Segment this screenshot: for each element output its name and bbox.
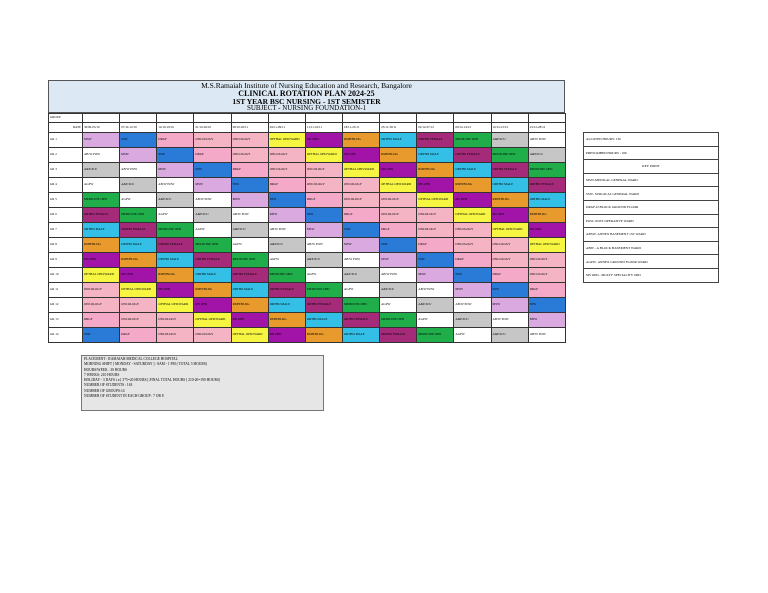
rotation-cell: DRGF bbox=[454, 253, 491, 268]
legend-row bbox=[584, 133, 719, 147]
rotation-cell: ONCOLOGY bbox=[83, 283, 120, 298]
rotation-cell: MS OPD bbox=[231, 313, 268, 328]
rotation-cell: ORTHO FEMALE bbox=[194, 253, 231, 268]
rotation-cell: RMH/BLDG bbox=[417, 163, 454, 178]
group-row bbox=[49, 223, 566, 238]
rotation-cell: MSW bbox=[83, 133, 120, 148]
group-label: GR 6 bbox=[49, 208, 83, 223]
legend-item: MSW-MEDICAL GENERAL WARD bbox=[584, 173, 719, 187]
date-corner-label: DATE bbox=[49, 123, 83, 133]
date-header-cell: 28/10-02/11 bbox=[231, 123, 268, 133]
rotation-cell: MSW bbox=[268, 208, 305, 223]
rotation-cell: ONCOLOGY bbox=[380, 193, 417, 208]
rotation-cell: ORTHO MALE bbox=[120, 238, 157, 253]
header-blank-cell bbox=[231, 114, 268, 123]
group-label: GR 7 bbox=[49, 223, 83, 238]
rotation-cell: ORTHO MALE bbox=[83, 223, 120, 238]
rotation-cell: ORTHO MALE bbox=[194, 268, 231, 283]
header-blank-cell bbox=[491, 114, 528, 123]
rotation-cell: ONCOLOGY bbox=[417, 223, 454, 238]
rotation-cell: AGPW bbox=[157, 208, 194, 223]
rotation-cell: AB/W POW bbox=[342, 253, 379, 268]
rotation-cell: SSW bbox=[342, 223, 379, 238]
rotation-cell: DRGF bbox=[231, 163, 268, 178]
rotation-cell: DRGF bbox=[194, 148, 231, 163]
legend-table bbox=[583, 132, 719, 283]
institute-title: M.S.Ramaiah Institute of Nursing Education and Research, Bangalore bbox=[201, 81, 412, 90]
rotation-cell: A&E/ICU bbox=[194, 208, 231, 223]
rotation-cell: SSW bbox=[528, 298, 565, 313]
legend-item: ABW - A BLOCK BASEMENT WARD bbox=[584, 241, 719, 255]
rotation-cell: ORTHO MALE bbox=[268, 298, 305, 313]
rotation-cell: MS OPD bbox=[380, 163, 417, 178]
rotation-cell: MS OPD bbox=[120, 268, 157, 283]
group-row bbox=[49, 193, 566, 208]
info-line: 7 WEEKS: 210 HOURS bbox=[84, 372, 120, 377]
rotation-cell: MS OPD bbox=[83, 253, 120, 268]
rotation-cell: RMH/BLDG bbox=[83, 238, 120, 253]
rotation-cell: RMH/BLDG bbox=[454, 178, 491, 193]
rotation-cell: AB/W POW bbox=[157, 178, 194, 193]
rotation-cell: A&E/ICU bbox=[305, 253, 342, 268]
rotation-cell: ONCOLOGY bbox=[268, 163, 305, 178]
rotation-cell: MEDICINE OPD bbox=[231, 253, 268, 268]
rotation-cell: ORTHO FEMALE bbox=[380, 328, 417, 343]
rotation-cell: OPTHAL OPD/WARD bbox=[120, 283, 157, 298]
rotation-cell: ORTHO MALE bbox=[305, 313, 342, 328]
group-label: GR 11 bbox=[49, 283, 83, 298]
header-blank-cell bbox=[268, 114, 305, 123]
group-label: GR 8 bbox=[49, 238, 83, 253]
rotation-cell: MSW bbox=[194, 178, 231, 193]
rotation-cell: SSW bbox=[380, 238, 417, 253]
plan-title: CLINICAL ROTATION PLAN 2024-25 bbox=[238, 88, 375, 98]
rotation-cell: SSW bbox=[120, 133, 157, 148]
rotation-cell: ONCOLOGY bbox=[491, 253, 528, 268]
rotation-cell: ONCOLOGY bbox=[231, 133, 268, 148]
rotation-cell: AB/W POW bbox=[491, 313, 528, 328]
header-blank-cell bbox=[417, 114, 454, 123]
group-corner-label: GROUP bbox=[49, 114, 83, 123]
rotation-cell: RMH/BLDG bbox=[268, 313, 305, 328]
rotation-cell: ORTHO FEMALE bbox=[417, 133, 454, 148]
rotation-cell: OPTHAL OPD/WARD bbox=[83, 268, 120, 283]
rotation-cell: ONCOLOGY bbox=[157, 328, 194, 343]
rotation-cell: OPTHAL OPD/WARD bbox=[268, 133, 305, 148]
info-line: HOLIDAY - 3 DAYS i.e.[ 3*5=20 HOURS] ,FINAL TOTAL HOURS [ 210-20=190 HOURS] bbox=[84, 378, 221, 383]
date-header-cell: 09/12-14/12 bbox=[454, 123, 491, 133]
rotation-cell: OPTHAL OPD/WARD bbox=[157, 298, 194, 313]
legend-row bbox=[584, 214, 719, 228]
legend-item: ALLOTED HOURS: 130 bbox=[584, 133, 719, 147]
date-header-cell: 14/10-19/10 bbox=[157, 123, 194, 133]
rotation-cell: MS OPD bbox=[194, 298, 231, 313]
date-header-cell: 11/11-16/11 bbox=[305, 123, 342, 133]
info-line: PLACEMENT : RAMAIAH MEDICAL COLLEGE HOSPITAL bbox=[84, 357, 178, 361]
rotation-cell: MEDICINE OPD bbox=[268, 268, 305, 283]
rotation-cell: ONCOLOGY bbox=[120, 313, 157, 328]
rotation-cell: AB/W POW bbox=[528, 328, 565, 343]
placement-info-box bbox=[81, 355, 324, 411]
date-header-cell: 07/10-12/10 bbox=[120, 123, 157, 133]
rotation-cell: MEDICINE OPD bbox=[491, 148, 528, 163]
rotation-cell: A&E/ICU bbox=[83, 163, 120, 178]
rotation-cell: ORTHO FEMALE bbox=[120, 223, 157, 238]
rotation-cell: DRGF bbox=[305, 193, 342, 208]
rotation-cell: RMH/BLDG bbox=[120, 253, 157, 268]
rotation-cell: SSW bbox=[194, 163, 231, 178]
legend-row bbox=[584, 187, 719, 201]
rotation-cell: AGPW bbox=[305, 268, 342, 283]
legend-row bbox=[584, 173, 719, 187]
group-row bbox=[49, 298, 566, 313]
rotation-cell: ORTHO MALE bbox=[417, 148, 454, 163]
rotation-cell: MSW bbox=[157, 163, 194, 178]
date-header-cell: 16/12-21/12 bbox=[491, 123, 528, 133]
rotation-cell: RMH/BLDG bbox=[491, 193, 528, 208]
rotation-cell: MEDICINE OPD bbox=[417, 328, 454, 343]
legend-row bbox=[584, 268, 719, 282]
rotation-cell: ONCOLOGY bbox=[83, 298, 120, 313]
rotation-cell: DRGF bbox=[380, 223, 417, 238]
date-header-cell: 21/10-26/10 bbox=[194, 123, 231, 133]
rotation-cell: ORTHO FEMALE bbox=[342, 313, 379, 328]
rotation-cell: A&E/ICU bbox=[380, 283, 417, 298]
rotation-cell: RMH/BLDG bbox=[305, 328, 342, 343]
rotation-cell: OPTHAL OPD/WARD bbox=[342, 163, 379, 178]
legend-row bbox=[584, 228, 719, 242]
rotation-cell: SSW bbox=[268, 193, 305, 208]
header-blank-cell bbox=[120, 114, 157, 123]
group-header-row bbox=[49, 114, 566, 123]
rotation-cell: MS OPD bbox=[454, 193, 491, 208]
rotation-cell: ONCOLOGY bbox=[305, 178, 342, 193]
rotation-cell: OPTHAL OPD/WARD bbox=[417, 193, 454, 208]
group-row bbox=[49, 238, 566, 253]
rotation-cell: MSW bbox=[528, 313, 565, 328]
rotation-cell: OPTHAL OPD/WARD bbox=[528, 238, 565, 253]
rotation-cell: DRGF bbox=[342, 208, 379, 223]
rotation-cell: ONCOLOGY bbox=[268, 148, 305, 163]
rotation-cell: SSW bbox=[157, 148, 194, 163]
rotation-cell: ORTHO FEMALE bbox=[231, 268, 268, 283]
rotation-cell: DRGF bbox=[528, 283, 565, 298]
group-label: GR 14 bbox=[49, 328, 83, 343]
group-label: GR 10 bbox=[49, 268, 83, 283]
rotation-cell: MEDICINE OPD bbox=[157, 223, 194, 238]
rotation-cell: ORTHO MALE bbox=[342, 328, 379, 343]
rotation-cell: MSW bbox=[305, 223, 342, 238]
rotation-cell: AB/W POW bbox=[120, 163, 157, 178]
rotation-cell: ORTHO FEMALE bbox=[83, 208, 120, 223]
group-row bbox=[49, 253, 566, 268]
rotation-cell: MS OPD bbox=[268, 328, 305, 343]
legend-item: POW- POST OPERATIVE WARD bbox=[584, 214, 719, 228]
rotation-cell: RMH/BLDG bbox=[231, 298, 268, 313]
rotation-cell: DRGF bbox=[417, 238, 454, 253]
rotation-cell: ORTHO MALE bbox=[157, 253, 194, 268]
rotation-cell: DRGF bbox=[120, 328, 157, 343]
rotation-cell: OPTHAL OPD/WARD bbox=[454, 208, 491, 223]
group-label: GR 12 bbox=[49, 298, 83, 313]
rotation-cell: MEDICINE OPD bbox=[528, 163, 565, 178]
rotation-cell: OPTHAL OPD/WARD bbox=[231, 328, 268, 343]
group-row bbox=[49, 148, 566, 163]
rotation-cell: MEDICINE OPD bbox=[380, 313, 417, 328]
rotation-cell: MS OPD bbox=[157, 283, 194, 298]
legend-row bbox=[584, 146, 719, 160]
header-blank-cell bbox=[380, 114, 417, 123]
rotation-cell: AB/W POW bbox=[380, 268, 417, 283]
group-row bbox=[49, 283, 566, 298]
rotation-table bbox=[48, 113, 566, 343]
rotation-cell: MSW bbox=[342, 238, 379, 253]
rotation-cell: AGPW bbox=[380, 298, 417, 313]
rotation-cell: AB/W POW bbox=[417, 283, 454, 298]
rotation-cell: ONCOLOGY bbox=[454, 223, 491, 238]
rotation-cell: A&E/ICU bbox=[491, 328, 528, 343]
rotation-cell: MSW bbox=[380, 253, 417, 268]
group-row bbox=[49, 163, 566, 178]
rotation-cell: MS OPD bbox=[417, 178, 454, 193]
rotation-cell: A&E/ICU bbox=[454, 313, 491, 328]
legend-row bbox=[584, 160, 719, 174]
legend-item: MS OPD - MULTY SPECIALITY OPD bbox=[584, 268, 719, 282]
group-row bbox=[49, 178, 566, 193]
rotation-cell: RMH/BLDG bbox=[380, 148, 417, 163]
rotation-cell: ONCOLOGY bbox=[491, 238, 528, 253]
rotation-cell: ORTHO MALE bbox=[528, 193, 565, 208]
rotation-cell: AB/W POW bbox=[194, 193, 231, 208]
rotation-cell: MSW bbox=[120, 148, 157, 163]
rotation-cell: OPTHAL OPD/WARD bbox=[305, 148, 342, 163]
rotation-cell: ONCOLOGY bbox=[157, 313, 194, 328]
rotation-cell: MEDICINE OPD bbox=[194, 238, 231, 253]
rotation-cell: DRGF bbox=[83, 313, 120, 328]
header-blank-cell bbox=[454, 114, 491, 123]
rotation-cell: OPTHAL OPD/WARD bbox=[380, 178, 417, 193]
rotation-cell: ORTHO MALE bbox=[231, 283, 268, 298]
rotation-cell: ORTHO MALE bbox=[491, 178, 528, 193]
plan-header bbox=[48, 80, 565, 113]
rotation-cell: AB/W POW bbox=[454, 298, 491, 313]
rotation-cell: SSW bbox=[491, 283, 528, 298]
rotation-cell: ONCOLOGY bbox=[417, 208, 454, 223]
rotation-cell: AB/W POW bbox=[83, 148, 120, 163]
rotation-cell: ONCOLOGY bbox=[194, 328, 231, 343]
rotation-cell: MS OPD bbox=[491, 208, 528, 223]
rotation-cell: ORTHO FEMALE bbox=[454, 148, 491, 163]
rotation-cell: RMH/BLDG bbox=[528, 208, 565, 223]
rotation-cell: MS OPD bbox=[342, 148, 379, 163]
group-row bbox=[49, 133, 566, 148]
group-label: GR 5 bbox=[49, 193, 83, 208]
group-row bbox=[49, 328, 566, 343]
rotation-cell: MSW bbox=[454, 283, 491, 298]
legend-item: AGPW- ANNEX GROUND FLOOR WARD bbox=[584, 255, 719, 269]
rotation-cell: ORTHO FEMALE bbox=[528, 178, 565, 193]
group-row bbox=[49, 208, 566, 223]
header-blank-cell bbox=[305, 114, 342, 123]
rotation-cell: AGPW bbox=[342, 283, 379, 298]
rotation-cell: SSW bbox=[231, 178, 268, 193]
legend-row bbox=[584, 200, 719, 214]
rotation-cell: A&E/ICU bbox=[342, 268, 379, 283]
legend-item: SSW- SURGICAL GENERAL WARD bbox=[584, 187, 719, 201]
rotation-cell: ONCOLOGY bbox=[528, 253, 565, 268]
group-label: GR 1 bbox=[49, 133, 83, 148]
legend-row bbox=[584, 241, 719, 255]
rotation-cell: MEDICINE OPD bbox=[120, 208, 157, 223]
legend-row bbox=[584, 255, 719, 269]
rotation-cell: AGPW bbox=[83, 178, 120, 193]
group-label: GR 2 bbox=[49, 148, 83, 163]
rotation-cell: RMH/BLDG bbox=[194, 283, 231, 298]
subject-title: SUBJECT - NURSING FOUNDATION-1 bbox=[246, 104, 367, 112]
rotation-cell: RMH/BLDG bbox=[342, 133, 379, 148]
group-label: GR 9 bbox=[49, 253, 83, 268]
rotation-cell: MEDICINE OPD bbox=[305, 283, 342, 298]
rotation-cell: AGPW bbox=[120, 193, 157, 208]
rotation-cell: AB/W POW bbox=[528, 133, 565, 148]
rotation-cell: AGPW bbox=[194, 223, 231, 238]
date-header-cell: 04/11-09/11 bbox=[268, 123, 305, 133]
rotation-cell: DRGF bbox=[491, 268, 528, 283]
rotation-cell: RMH/BLDG bbox=[157, 268, 194, 283]
info-line: MORNING SHIFT [ MONDAY - SATURDAY ] : 8AM - 1 PM ( TOTAL 5 HOURS) bbox=[84, 362, 207, 367]
rotation-cell: AB/W POW bbox=[305, 238, 342, 253]
date-header-cell: 23/12-28/12 bbox=[528, 123, 565, 133]
rotation-cell: DRGF bbox=[268, 178, 305, 193]
rotation-cell: ORTHO FEMALE bbox=[268, 283, 305, 298]
rotation-cell: MEDICINE OPD bbox=[83, 193, 120, 208]
group-label: GR 13 bbox=[49, 313, 83, 328]
rotation-cell: OPTHAL OPD/WARD bbox=[194, 313, 231, 328]
rotation-cell: ORTHO MALE bbox=[454, 163, 491, 178]
rotation-cell: A&E/ICU bbox=[120, 178, 157, 193]
rotation-cell: ONCOLOGY bbox=[305, 163, 342, 178]
rotation-cell: A&E/ICU bbox=[491, 133, 528, 148]
legend-item: DRGF-D BLOCK GROUND FLOOR bbox=[584, 200, 719, 214]
program-title: 1ST YEAR BSC NURSING - 1ST SEMISTER bbox=[232, 96, 381, 106]
rotation-cell: A&E/ICU bbox=[157, 193, 194, 208]
rotation-cell: ORTHO MALE bbox=[380, 133, 417, 148]
group-row bbox=[49, 268, 566, 283]
rotation-cell: ONCOLOGY bbox=[454, 238, 491, 253]
rotation-cell: ORTHO FEMALE bbox=[491, 163, 528, 178]
info-line: NUMBER OF GROUPS:14 bbox=[84, 388, 125, 393]
rotation-cell: ONCOLOGY bbox=[342, 193, 379, 208]
rotation-cell: MSW bbox=[491, 298, 528, 313]
header-blank-cell bbox=[194, 114, 231, 123]
rotation-cell: MEDICINE OPD bbox=[454, 133, 491, 148]
header-blank-cell bbox=[528, 114, 565, 123]
rotation-cell: AGPW bbox=[268, 253, 305, 268]
rotation-cell: MEDICINE OPD bbox=[342, 298, 379, 313]
rotation-cell: AGPW bbox=[454, 328, 491, 343]
rotation-cell: ONCOLOGY bbox=[528, 268, 565, 283]
rotation-cell: AB/W POW bbox=[268, 223, 305, 238]
info-line: HOURS/WEEK : 30 HOURS bbox=[84, 367, 128, 372]
legend-item: PRESCRIBED HOURS : 160 bbox=[584, 146, 719, 160]
key-point-heading: KEY POINT bbox=[584, 160, 719, 174]
rotation-cell: MS OPD bbox=[305, 133, 342, 148]
rotation-cell: AGPW bbox=[417, 313, 454, 328]
date-header-cell: 18/11-23/11 bbox=[342, 123, 379, 133]
date-header-row bbox=[49, 123, 566, 133]
rotation-cell: AB/W POW bbox=[231, 208, 268, 223]
rotation-cell: SSW bbox=[83, 328, 120, 343]
rotation-cell: ONCOLOGY bbox=[194, 133, 231, 148]
rotation-cell: A&E/ICU bbox=[417, 298, 454, 313]
header-blank-cell bbox=[157, 114, 194, 123]
rotation-cell: SSW bbox=[454, 268, 491, 283]
rotation-cell: AGPW bbox=[231, 238, 268, 253]
info-line: NUMBER OF STUDENT IN EACH GROUP : 7 OR 8 bbox=[84, 394, 164, 399]
rotation-cell: SSW bbox=[305, 208, 342, 223]
info-line: NUMBER OF STUDENTS : 163 bbox=[84, 383, 133, 388]
rotation-cell: DRGF bbox=[157, 133, 194, 148]
rotation-cell: SSW bbox=[417, 253, 454, 268]
group-row bbox=[49, 313, 566, 328]
legend-item: ABSW- ANNEX BASEMENT 1ST WARD bbox=[584, 228, 719, 242]
rotation-cell: ORTHO FEMALE bbox=[157, 238, 194, 253]
rotation-cell: ONCOLOGY bbox=[342, 178, 379, 193]
group-label: GR 3 bbox=[49, 163, 83, 178]
rotation-cell: MS OPD bbox=[528, 223, 565, 238]
rotation-cell: A&E/ICU bbox=[268, 238, 305, 253]
group-label: GR 4 bbox=[49, 178, 83, 193]
date-header-cell: 25/11-30/11 bbox=[380, 123, 417, 133]
rotation-cell: ONCOLOGY bbox=[231, 148, 268, 163]
rotation-cell: MSW bbox=[417, 268, 454, 283]
rotation-cell: MSW bbox=[231, 193, 268, 208]
date-header-cell: 30/09-05/10 bbox=[83, 123, 120, 133]
rotation-cell: A&E/ICU bbox=[528, 148, 565, 163]
header-blank-cell bbox=[342, 114, 379, 123]
rotation-cell: ONCOLOGY bbox=[380, 208, 417, 223]
rotation-cell: OPTHAL OPD/WARD bbox=[491, 223, 528, 238]
rotation-cell: ONCOLOGY bbox=[120, 298, 157, 313]
rotation-cell: A&E/ICU bbox=[231, 223, 268, 238]
date-header-cell: 02/12-07/12 bbox=[417, 123, 454, 133]
rotation-cell: ORTHO FEMALE bbox=[305, 298, 342, 313]
header-blank-cell bbox=[83, 114, 120, 123]
